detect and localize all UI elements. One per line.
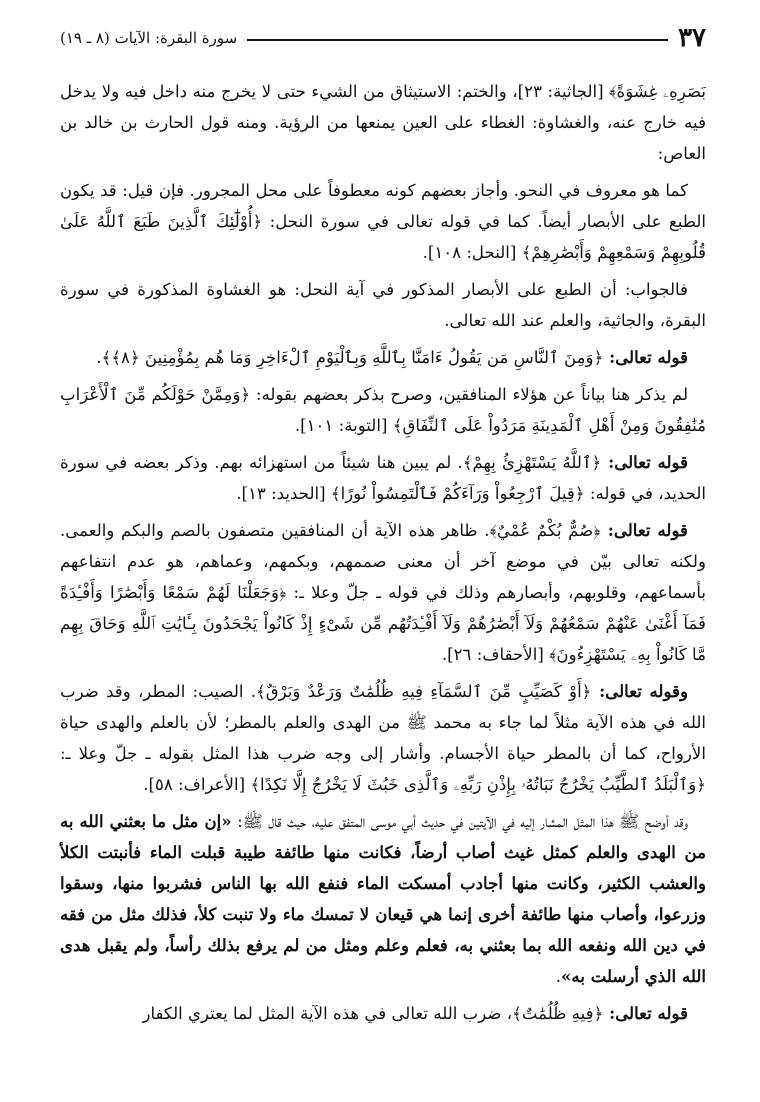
paragraph-text: ﴿صُمٌّ بُكْمٌ عُمْيٌ﴾. ظاهر هذه الآية أن المنافقين متصفون بالصم والبكم والعمى. ولكنه تعالى بيّن في موضع آخر أن معنى صممهم، وبكمهم، وعماهم، هو عدم انتفاعهم بأسماعهم، وقلوبهم، وأبصارهم وذلك في قوله ـ جلّ وعلا ـ: ﴿وَجَعَلْنَا لَهُمْ سَمْعًا وَأَبْصَٰرًا وَأَفْـِٔدَةً فَمَآ أَغْنَىٰ عَنْهُمْ سَمْعُهُمْ وَلَآ أَبْصَٰرُهُمْ وَلَآ أَفْـِٔدَتُهُم مِّن شَىْءٍ إِذْ كَانُواْ يَجْحَدُونَ بِـَٔايَٰتِ ٱللَّهِ وَحَاقَ بِهِم مَّا كَانُواْ بِهِۦ يَسْتَهْزِءُونَ﴾ [الأحقاف: ٢٦]. (60, 521, 706, 664)
verse-label: قوله تعالى: (600, 520, 688, 540)
paragraph (60, 342, 706, 373)
paragraph (60, 998, 706, 1029)
page-body (60, 76, 706, 1029)
page-number: ٣٧ (678, 23, 706, 53)
paragraph-text: فالجواب: أن الطبع على الأبصار المذكور في آية النحل: هو الغشاوة المذكورة في سورة البقرة، والجاثية، والعلم عند الله تعالى. (60, 280, 706, 330)
paragraph-text: . (555, 967, 562, 986)
header-rule (247, 39, 668, 41)
page-header (60, 20, 706, 56)
paragraph (60, 676, 706, 800)
paragraph-text: ﴿ٱللَّهُ يَسْتَهْزِئُ بِهِمْ﴾. لم يبين هنا شيئاً من استهزائه بهم. وذكر بعضه في سورة الحديد، في قوله: ﴿قِيلَ ٱرْجِعُواْ وَرَآءَكُمْ فَٱلْتَمِسُواْ نُورًا﴾ [الحديد: ١٣]. (60, 453, 706, 503)
paragraph (60, 274, 706, 336)
paragraph-text: كما هو معروف في النحو. وأجاز بعضهم كونه معطوفاً على محل المجرور. فإن قيل: قد يكون الطبع على الأبصار أيضاً. كما في قوله تعالى في سورة النحل: ﴿أُوْلَٰٓئِكَ ٱلَّذِينَ طَبَعَ ٱللَّهُ عَلَىٰ قُلُوبِهِمْ وَسَمْعِهِمْ وَأَبْصَٰرِهِمْ﴾ [النحل: ١٠٨]. (60, 181, 706, 262)
paragraph-text: لم يذكر هنا بياناً عن هؤلاء المنافقين، وصرح بذكر بعضهم بقوله: ﴿وَمِمَّنْ حَوْلَكُم مِّنَ ٱلْأَعْرَابِ مُنَٰفِقُونَ وَمِنْ أَهْلِ ٱلْمَدِينَةِ مَرَدُواْ عَلَى ٱلنِّفَاقِ﴾ [التوبة: ١٠١]. (60, 385, 706, 435)
paragraph (60, 76, 706, 169)
paragraph-text: وقد أوضح ﷺ هذا المثل المشار إليه في الآيتين في حديث أبي موسى المتفق عليه، حيث قال ﷺ: (231, 812, 689, 831)
verse-label: وقوله تعالى: (591, 681, 688, 701)
paragraph-text: ﴿وَمِنَ ٱلنَّاسِ مَن يَقُولُ ءَامَنَّا بِٱللَّهِ وَبِٱلْيَوْمِ ٱلْءَاخِرِ وَمَا هُم بِمُؤْمِنِينَ ﴿٨﴾﴾. (96, 348, 604, 367)
paragraph (60, 515, 706, 670)
verse-label: قوله تعالى: (601, 452, 689, 472)
paragraph-text: ﴿أَوْ كَصَيِّبٍ مِّنَ ٱلسَّمَآءِ فِيهِ ظُلُمَٰتٌ وَرَعْدٌ وَبَرْقٌ﴾. الصيب: المطر، وقد ضرب الله في هذه الآية مثلاً لما جاء به محمد ﷺ من الهدى والعلم بالمطر؛ لأن بالعلم والهدى حياة الأرواح، كما أن بالمطر حياة الأجسام. وأشار إلى وجه ضرب هذا المثل بقوله ـ جلّ وعلا ـ: ﴿وَٱلْبَلَدُ ٱلطَّيِّبُ يَخْرُجُ نَبَاتُهُۥ بِإِذْنِ رَبِّهِۦ وَٱلَّذِى خَبُثَ لَا يَخْرُجُ إِلَّا نَكِدًا﴾ [الأعراف: ٥٨]. (60, 682, 706, 794)
hadith-text: «إن مثل ما بعثني الله به من الهدى والعلم كمثل غيث أصاب أرضاً، فكانت منها طائفة طيبة قبلت الماء فأنبتت الكلأ والعشب الكثير، وكانت منها أجادب أمسكت الماء فنفع الله بها الناس فشربوا منها، وسقوا وزرعوا، وأصاب منها طائفة أخرى إنما هي قيعان لا تمسك ماء ولا تنبت كلأ، فذلك مثل من فقه في دين الله ونفعه الله بما بعثني به، فعلم وعلم ومثل من لم يرفع بذلك رأساً، ولم يقبل هدى الله الذي أرسلت به» (60, 811, 706, 986)
verse-label: قوله تعالى: (603, 1003, 688, 1023)
running-title: سورة البقرة: الآيات (٨ ـ ١٩) (60, 29, 238, 47)
paragraph-text: بَصَرِهِۦ غِشَوَةً﴾ [الجاثية: ٢٣]، والختم: الاستيثاق من الشيء حتى لا يخرج منه داخل فيه ولا يدخل فيه خارج عنه، والغشاوة: الغطاء على العين يمنعها من الرؤية. ومنه قول الحارث بن خالد بن العاص: (60, 82, 706, 163)
paragraph (60, 447, 706, 509)
paragraph (60, 806, 706, 992)
paragraph (60, 175, 706, 268)
paragraph (60, 379, 706, 441)
verse-label: قوله تعالى: (603, 347, 688, 367)
paragraph-text: ﴿فِيهِ ظُلُمَٰتٌ﴾، ضرب الله تعالى في هذه الآية المثل لما يعتري الكفار (142, 1004, 604, 1023)
